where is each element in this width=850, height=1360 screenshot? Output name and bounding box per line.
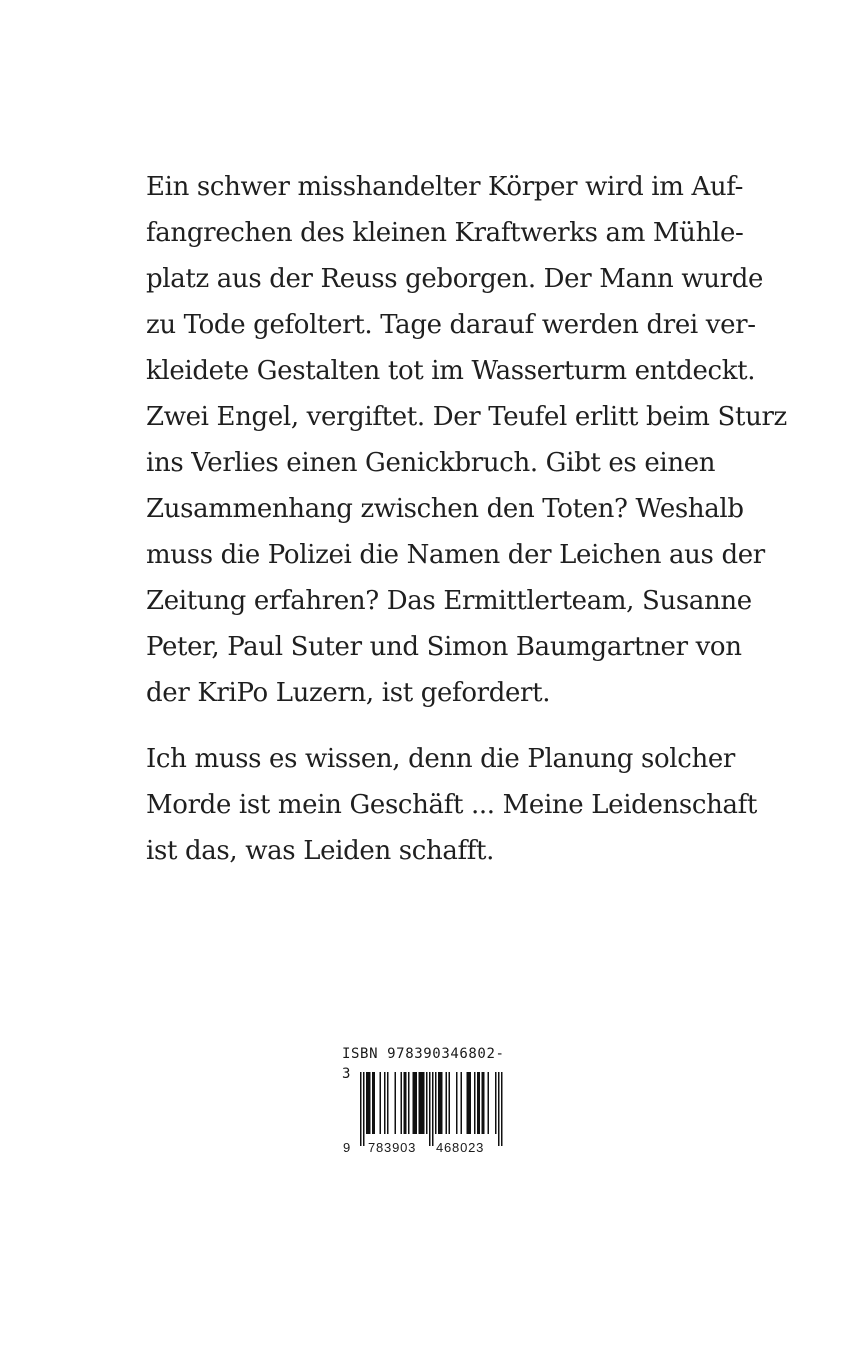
barcode-bar: [477, 1072, 479, 1134]
blurb-line: Ich muss es wissen, denn die Planung solcher: [146, 744, 735, 774]
barcode-bar: [483, 1072, 485, 1134]
barcode-bar: [368, 1072, 370, 1134]
barcode-guard-bar: [363, 1072, 365, 1146]
barcode-bar: [408, 1072, 410, 1134]
barcode-bar: [369, 1072, 371, 1134]
barcode-bar: [435, 1072, 437, 1134]
barcode-bar: [467, 1072, 469, 1134]
barcode-bar: [468, 1072, 470, 1134]
barcode-image: [340, 1072, 504, 1154]
barcode-bar: [474, 1072, 476, 1134]
blurb-line: kleidete Gestalten tot im Wasserturm entdeckt.: [146, 356, 756, 386]
barcode-bar: [422, 1072, 424, 1134]
barcode-digits-right: 468023: [436, 1140, 485, 1154]
barcode-bar: [404, 1072, 406, 1134]
isbn-barcode: [340, 1044, 508, 1154]
barcode-bar: [401, 1072, 403, 1134]
blurb-line: zu Tode gefoltert. Tage darauf werden drei ver-: [146, 310, 756, 340]
blurb-line: ist das, was Leiden schafft.: [146, 836, 495, 866]
barcode-bar: [461, 1072, 463, 1134]
blurb-line: ins Verlies einen Genickbruch. Gibt es einen: [146, 448, 716, 478]
barcode-bar: [449, 1072, 451, 1134]
barcode-bar: [413, 1072, 415, 1134]
barcode-bar: [440, 1072, 442, 1134]
barcode-bar: [482, 1072, 484, 1134]
barcode-guard-bar: [498, 1072, 500, 1146]
barcode-bar: [456, 1072, 458, 1134]
blurb-paragraph-2: [146, 736, 758, 874]
barcode-bar: [495, 1072, 497, 1134]
barcode-bar: [380, 1072, 382, 1134]
barcode-bar: [420, 1072, 422, 1134]
barcode-bar: [405, 1072, 407, 1134]
barcode-digit-lead: 9: [343, 1140, 351, 1154]
barcode-bar: [366, 1072, 368, 1134]
barcode-bar: [419, 1072, 421, 1134]
barcode-guard-bar: [360, 1072, 362, 1146]
barcode-bar: [470, 1072, 472, 1134]
barcode-bar: [395, 1072, 397, 1134]
blurb-line: Morde ist mein Geschäft ... Meine Leidenschaft: [146, 790, 758, 820]
barcode-bar: [423, 1072, 425, 1134]
blurb-line: fangrechen des kleinen Kraftwerks am Mühle-: [146, 218, 744, 248]
barcode-bar: [414, 1072, 416, 1134]
barcode-digits-left: 783903: [368, 1140, 417, 1154]
blurb-paragraph-1: [146, 164, 787, 716]
blurb-line: platz aus der Reuss geborgen. Der Mann wurde: [146, 264, 764, 294]
paragraph-spacer: [146, 716, 708, 736]
barcode-bar: [488, 1072, 490, 1134]
blurb-line: Zusammenhang zwischen den Toten? Weshalb: [146, 494, 744, 524]
barcode-guard-bar: [501, 1072, 503, 1146]
barcode-bar: [384, 1072, 386, 1134]
blurb-line: Ein schwer misshandelter Körper wird im Auf-: [146, 172, 744, 202]
barcode-bar: [416, 1072, 418, 1134]
back-cover-blurb: [146, 164, 787, 874]
barcode-bar: [426, 1072, 428, 1134]
barcode-guard-bar: [432, 1072, 434, 1146]
isbn-label: ISBN 978390346802-3: [342, 1046, 505, 1082]
barcode-guard-bar: [429, 1072, 431, 1146]
barcode-bar: [479, 1072, 481, 1134]
blurb-line: Zwei Engel, vergiftet. Der Teufel erlitt beim Sturz: [146, 402, 787, 432]
blurb-line: Peter, Paul Suter und Simon Baumgartner von: [146, 632, 742, 662]
barcode-bar: [438, 1072, 440, 1134]
blurb-line: Zeitung erfahren? Das Ermittlerteam, Susanne: [146, 586, 752, 616]
blurb-line: der KriPo Luzern, ist gefordert.: [146, 678, 551, 708]
barcode-bar: [446, 1072, 448, 1134]
barcode-bar: [372, 1072, 374, 1134]
barcode-bar: [387, 1072, 389, 1134]
barcode-bar: [441, 1072, 443, 1134]
barcode-bar: [374, 1072, 376, 1134]
blurb-line: muss die Polizei die Namen der Leichen aus der: [146, 540, 765, 570]
